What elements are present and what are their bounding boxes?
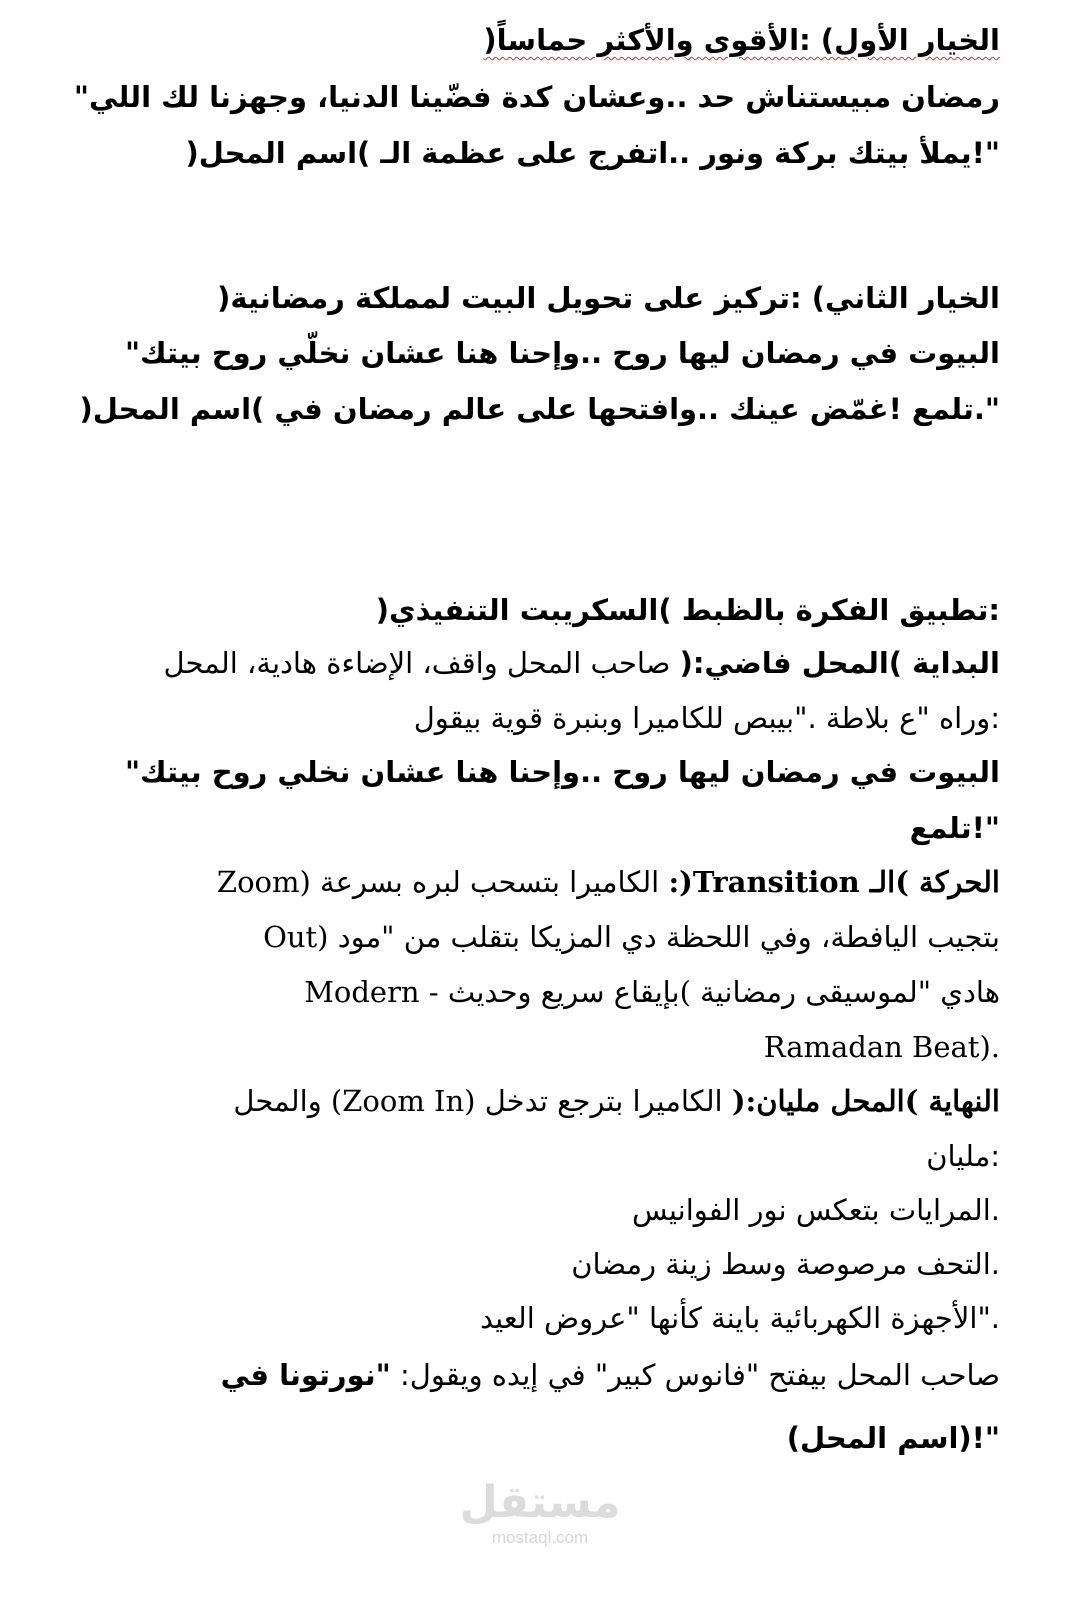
script-transition-line4: Ramadan Beat). (763, 1030, 1000, 1064)
script-start-line (80, 643, 1000, 683)
script-quote1: البيوت في رمضان ليها روح ..وإحنا هنا عشان نخلي روح بيتك" (124, 755, 1000, 789)
option2-heading: الخيار الثاني) :تركيز على تحويل البيت لمملكة رمضانية( (217, 281, 1000, 315)
end-label: النهاية )المحل مليان:( (731, 1084, 1000, 1118)
script-transition-line (80, 862, 1000, 902)
watermark-url: mostaql.com (491, 1528, 589, 1547)
start-text: صاحب المحل واقف، الإضاءة هادية، المحل (163, 646, 680, 680)
script-heading: :تطبيق الفكرة بالظبط )السكريبت التنفيذي( (375, 593, 1000, 627)
script-end-line2: :مليان (926, 1139, 1000, 1173)
option1-line1: رمضان مبيستناش حد ..وعشان كدة فضّينا الدنيا، وجهزنا لك اللي" (73, 80, 1000, 114)
closing-bold: "نورتونا في (220, 1358, 391, 1392)
transition-text: الكاميرا بتسحب لبره بسرعة (Zoom (216, 865, 669, 899)
script-transition-line3: Modern - هادي "لموسيقى رمضانية )بإيقاع سريع وحديث (304, 975, 1000, 1009)
option1-line2: "!يملأ بيتك بركة ونور ..اتفرج على عظمة الـ )اسم المحل( (185, 136, 1000, 170)
bullet-antiques: .التحف مرصوصة وسط زينة رمضان (571, 1247, 1000, 1281)
script-start-line2: :وراه "ع بلاطة ."بيبص للكاميرا وبنبرة قوية بيقول (413, 701, 1000, 735)
script-end-line (80, 1081, 1000, 1121)
transition-label: الحركة )الـ Transition(: (668, 865, 1000, 899)
option1-heading (80, 20, 1000, 60)
watermark-logo: مستقل (459, 1477, 621, 1528)
option2-line2: ".تلمع !غمّض عينك ..وافتحها على عالم رمضان في )اسم المحل( (79, 392, 1000, 426)
script-quote2: "!تلمع (909, 811, 1000, 845)
closing-line2: "!(اسم المحل) (786, 1421, 1000, 1455)
option2-line1: البيوت في رمضان ليها روح ..وإحنا هنا عشان نخلّي روح بيتك" (124, 336, 1000, 370)
closing-line (80, 1355, 1000, 1395)
bullet-appliances: ."الأجهزة الكهربائية باينة كأنها "عروض العيد (479, 1301, 1000, 1335)
closing-text: صاحب المحل بيفتح "فانوس كبير" في إيده ويقول: (390, 1358, 1000, 1392)
script-transition-line2: بتجيب اليافطة، وفي اللحظة دي المزيكا بتقلب من "مود (Out (263, 920, 1000, 954)
option1-heading-text: الخيار الأول) :الأقوى والأكثر حماساً( (483, 23, 1000, 57)
bullet-mirrors: .المرايات بتعكس نور الفوانيس (631, 1193, 1000, 1227)
end-text: الكاميرا بترجع تدخل (Zoom In) والمحل (233, 1084, 732, 1118)
start-label: البداية )المحل فاضي:( (679, 646, 1000, 680)
